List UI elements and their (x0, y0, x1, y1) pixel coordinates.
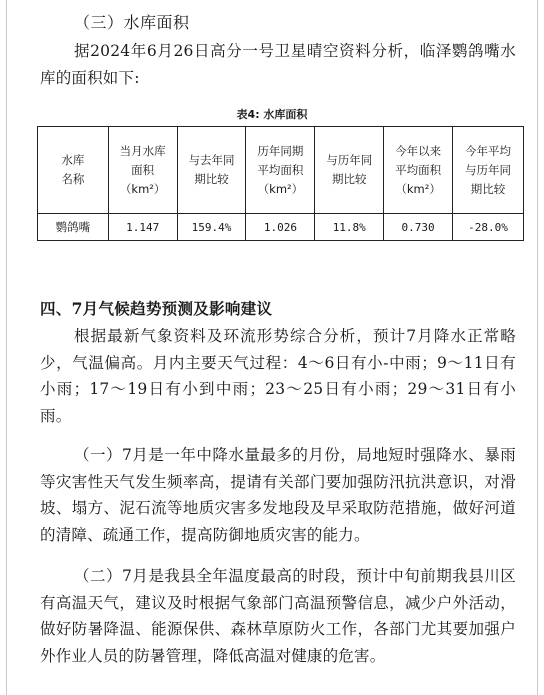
reservoir-area-table (37, 126, 524, 241)
header-ytd-avg: 今年以来 平均面积 （km²） (384, 127, 453, 214)
header-hist-avg: 历年同期 平均面积 （km²） (246, 127, 315, 214)
header-current-area: 当月水库 面积 （km²） (108, 127, 177, 214)
cell-ytd-avg: 0.730 (384, 214, 453, 241)
section4-paragraph-2: （一）7月是一年中降水量最多的月份，局地短时强降水、暴雨等灾害性天气发生频率高，提请有关部门要加强防汛抗洪意识，对滑坡、塌方、泥石流等地质灾害多发地段及早采取防范措施，做好河道的清障、疏通工作，提高防御地质灾害的能力。 (40, 446, 516, 544)
header-vs-hist: 与历年同 期比较 (315, 127, 384, 214)
section4-paragraph-3: （二）7月是我县全年温度最高的时段，预计中旬前期我县川区有高温天气，建议及时根据气象部门高温预警信息，减少户外活动，做好防暑降温、能源保供、森林草原防火工作，各部门尤其要加强户外作业人员的防暑管理，降低高温对健康的危害。 (40, 567, 516, 665)
cell-hist-avg: 1.026 (246, 214, 315, 241)
section3-intro: 据2024年6月26日高分一号卫星晴空资料分析，临泽鹦鸽嘴水库的面积如下: (40, 42, 516, 87)
section3-heading: （三）水库面积 (74, 13, 190, 32)
section4-paragraph-1: 根据最新气象资料及环流形势综合分析，预计7月降水正常略少，气温偏高。月内主要天气过程：4～6日有小-中雨；9～11日有小雨；17～19日有小到中雨；23～25日有小雨；29～31日有小雨。 (40, 327, 516, 425)
cell-yoy: 159.4% (177, 214, 246, 241)
table-caption: 表4: 水库面积 (236, 108, 308, 121)
cell-vs-hist: 11.8% (315, 214, 384, 241)
table-header-row (38, 127, 524, 214)
cell-current-area: 1.147 (108, 214, 177, 241)
cell-name: 鹦鸽嘴 (38, 214, 109, 241)
section4-heading: 四、7月气候趋势预测及影响建议 (40, 299, 273, 318)
table-row (38, 214, 524, 241)
cell-ytd-vs-hist: -28.0% (453, 214, 524, 241)
header-yoy: 与去年同 期比较 (177, 127, 246, 214)
page-border-right (537, 0, 538, 695)
page-border-left (6, 0, 7, 695)
header-ytd-vs-hist: 今年平均 与历年同 期比较 (453, 127, 524, 214)
header-name: 水库 名称 (38, 127, 109, 214)
